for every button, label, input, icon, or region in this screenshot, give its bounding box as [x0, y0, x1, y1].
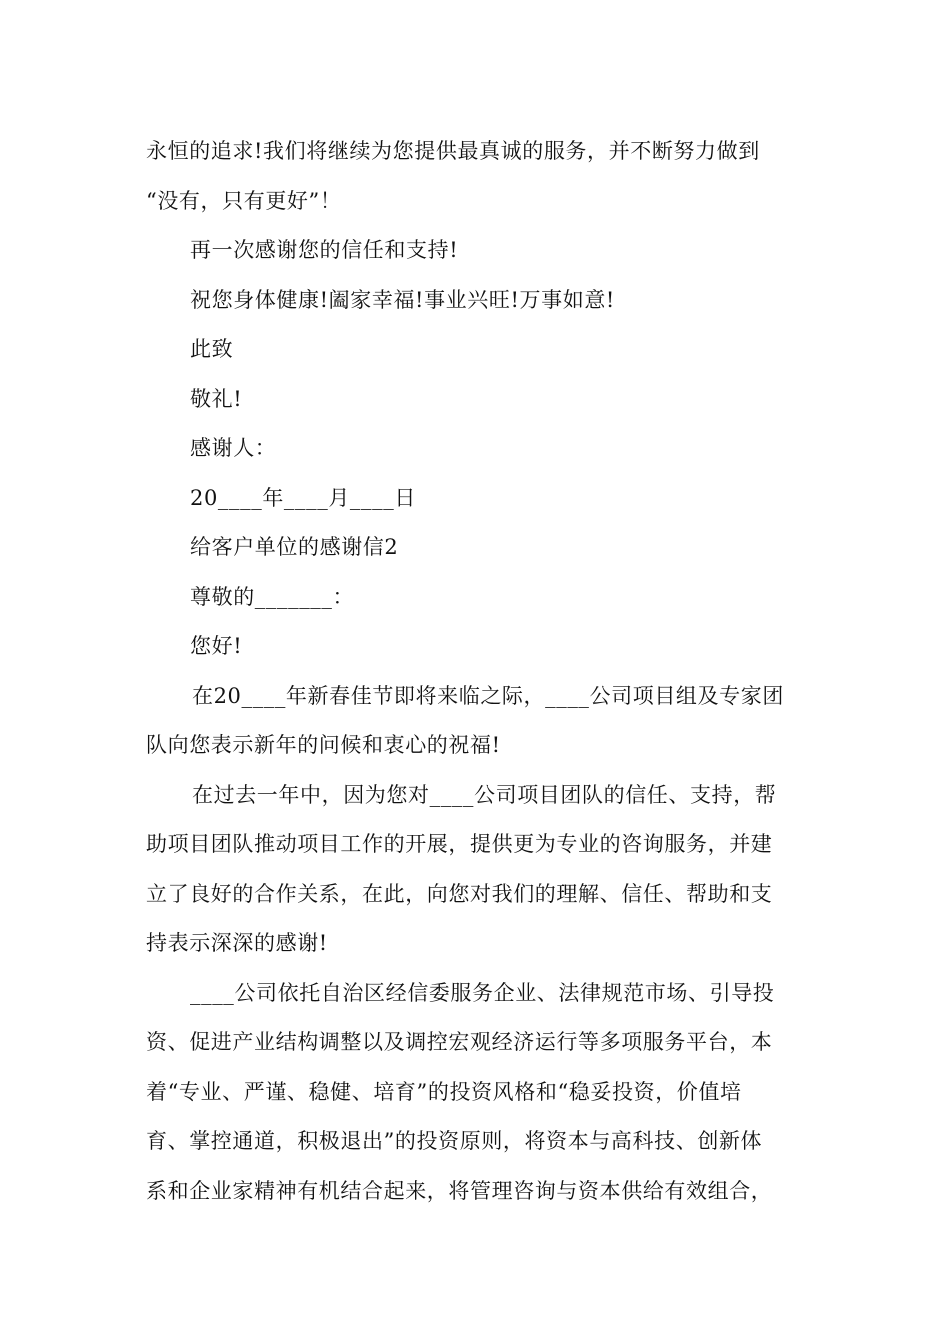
- letter-title: 给客户单位的感谢信2: [190, 535, 399, 559]
- greeting-line: 您好!: [190, 634, 243, 658]
- paragraph-line: 育、掌控通道，积极退出”的投资原则，将资本与高科技、创新体: [146, 1129, 763, 1153]
- salutation-closing: 敬礼!: [190, 386, 243, 411]
- letter-body: [146, 127, 810, 1216]
- paragraph-line: 助项目团队推动项目工作的开展，提供更为专业的咨询服务，并建: [146, 832, 773, 856]
- paragraph-line: ____公司依托自治区经信委服务企业、法律规范市场、引导投: [190, 980, 775, 1005]
- date-line: 20____年____月____日: [190, 485, 416, 510]
- paragraph-line: 持表示深深的感谢!: [146, 931, 328, 955]
- closing-phrase: 此致: [190, 337, 234, 361]
- paragraph-line: 在20____年新春佳节即将来临之际，____公司项目组及专家团: [192, 683, 784, 708]
- signature-label: 感谢人：: [190, 436, 277, 460]
- paragraph-line: 系和企业家精神有机结合起来，将管理咨询与资本供给有效组合，: [146, 1178, 773, 1203]
- paragraph-line: 立了良好的合作关系，在此，向您对我们的理解、信任、帮助和支: [146, 881, 773, 906]
- paragraph-line: 永恒的追求!我们将继续为您提供最真诚的服务，并不断努力做到: [146, 139, 760, 163]
- paragraph-line: 资、促进产业结构调整以及调控宏观经济运行等多项服务平台，本: [146, 1030, 773, 1054]
- recipient-salutation: 尊敬的_______：: [190, 584, 355, 609]
- thanks-line: 再一次感谢您的信任和支持!: [190, 238, 459, 262]
- paragraph-line: 着“专业、严谨、稳健、培育”的投资风格和“稳妥投资，价值培: [146, 1079, 742, 1104]
- paragraph-line: 在过去一年中，因为您对____公司项目团队的信任、支持，帮: [192, 782, 777, 807]
- wishes-line: 祝您身体健康!阖家幸福!事业兴旺!万事如意!: [190, 287, 615, 312]
- paragraph-line: “没有，只有更好”！: [146, 188, 342, 213]
- paragraph-line: 队向您表示新年的问候和衷心的祝福!: [146, 733, 501, 757]
